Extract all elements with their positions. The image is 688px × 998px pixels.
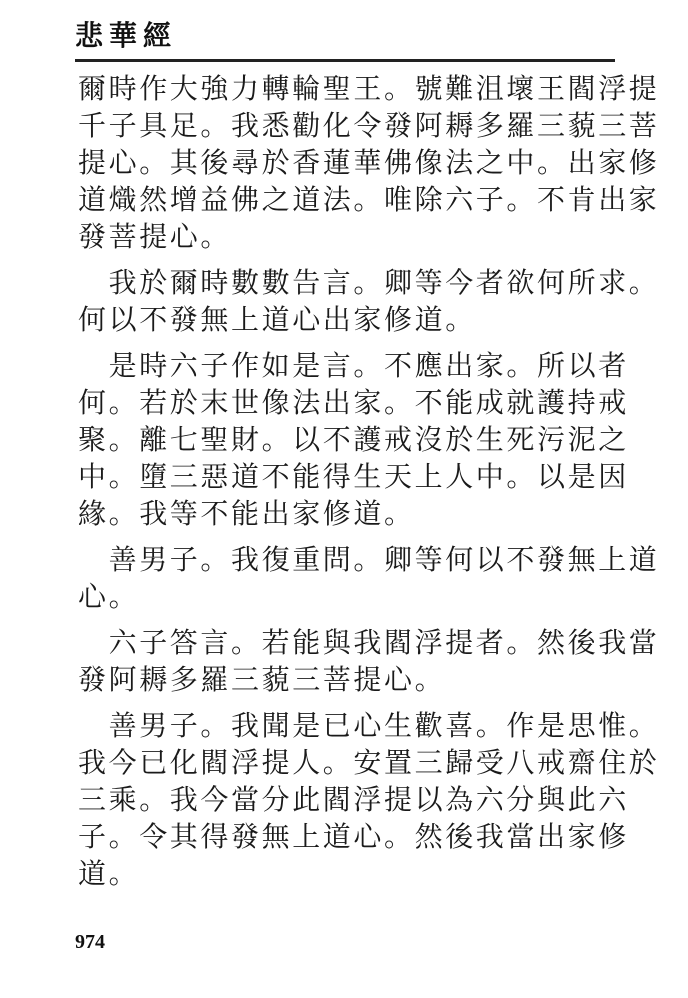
text-line: 善男子。我聞是已心生歡喜。作是思惟。 — [78, 709, 660, 742]
text-line: 發阿耨多羅三藐三菩提心。 — [78, 663, 446, 696]
text-line: 子。令其得發無上道心。然後我當出家修 — [78, 820, 629, 853]
text-line: 中。墮三惡道不能得生天上人中。以是因 — [78, 460, 629, 493]
text-line: 提心。其後尋於香蓮華佛像法之中。出家修 — [78, 146, 660, 179]
text-line: 聚。離七聖財。以不護戒沒於生死污泥之 — [78, 423, 629, 456]
text-line: 善男子。我復重問。卿等何以不發無上道 — [78, 543, 660, 576]
paragraph-4 — [78, 541, 660, 615]
text-line: 道。 — [78, 857, 140, 890]
text-line: 我於爾時數數告言。卿等今者欲何所求。 — [78, 266, 660, 299]
text-line: 是時六子作如是言。不應出家。所以者 — [78, 349, 629, 382]
paragraph-6 — [78, 707, 660, 892]
text-line: 何。若於末世像法出家。不能成就護持戒 — [78, 386, 629, 419]
text-line: 我今已化閻浮提人。安置三歸受八戒齋住於 — [78, 746, 660, 779]
header-rule — [75, 59, 615, 62]
text-line: 何以不發無上道心出家修道。 — [78, 303, 476, 336]
text-line: 道熾然增益佛之道法。唯除六子。不肯出家 — [78, 183, 660, 216]
text-line: 緣。我等不能出家修道。 — [78, 497, 415, 530]
paragraph-3 — [78, 347, 629, 532]
paragraph-1 — [78, 70, 660, 255]
page-number: 974 — [75, 931, 105, 953]
paragraph-2 — [78, 264, 660, 338]
text-line: 心。 — [78, 580, 140, 613]
paragraph-5 — [78, 624, 660, 698]
text-line: 六子答言。若能與我閻浮提者。然後我當 — [78, 626, 660, 659]
text-line: 發菩提心。 — [78, 220, 232, 253]
text-line: 千子具足。我悉勸化令發阿耨多羅三藐三菩 — [78, 109, 660, 142]
text-line: 三乘。我今當分此閻浮提以為六分與此六 — [78, 783, 629, 816]
running-header-title: 悲華經 — [75, 19, 178, 52]
body-text — [78, 70, 660, 901]
text-line: 爾時作大強力轉輪聖王。號難沮壞王閻浮提 — [78, 72, 660, 105]
